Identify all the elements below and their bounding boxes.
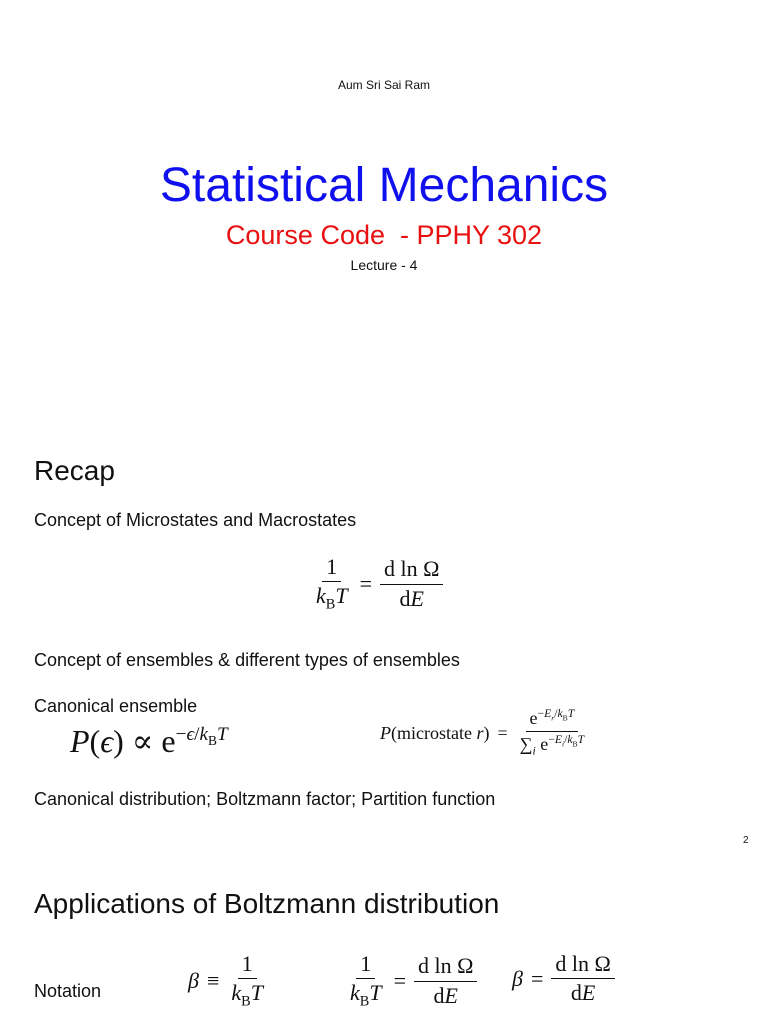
lecture-label: Lecture - 4 [350,257,418,273]
recap-item-microstates: Concept of Microstates and Macrostates [34,510,357,530]
page-title: Statistical Mechanics [159,159,609,212]
applications-heading: Applications of Boltzmann distribution [34,888,500,919]
temperature-formula-2: $\frac{1}{k_BT}$ = $\frac{\text{d ln Ω}}{dE}$ [346,952,477,1010]
course-code: Course Code - PPHY 302 [225,220,543,250]
recap-item-canonical: Canonical ensemble [34,696,198,716]
beta-definition-formula: β ≡ $\frac{1}{k_BT}$ [188,951,263,1010]
temperature-formula: $\frac{1}{k_BT}$ = $\frac{\text{d ln Ω}}{dE}$ [312,555,443,613]
header-text: Aum Sri Sai Ram [337,78,431,92]
recap-item-ensembles: Concept of ensembles & different types of ensembles [34,650,460,670]
recap-item-distribution: Canonical distribution; Boltzmann factor; Partition function [34,789,496,809]
boltzmann-proportionality-formula: $P(\epsilon) \propto e^{-\epsilon/k_BT}$ [70,723,228,759]
notation-label: Notation [34,981,102,1001]
beta-derivative-formula: β = $\frac{\text{d ln Ω}}{dE}$ [512,952,615,1005]
recap-heading: Recap [34,455,115,486]
microstate-word: microstate [397,722,472,743]
page-number: 2 [743,835,749,846]
microstate-probability-formula: P(microstate r) = $\frac{e^{-E_r/k_BT}}{\sum_i e^{-E_i/k_BT}}$ [380,707,585,758]
